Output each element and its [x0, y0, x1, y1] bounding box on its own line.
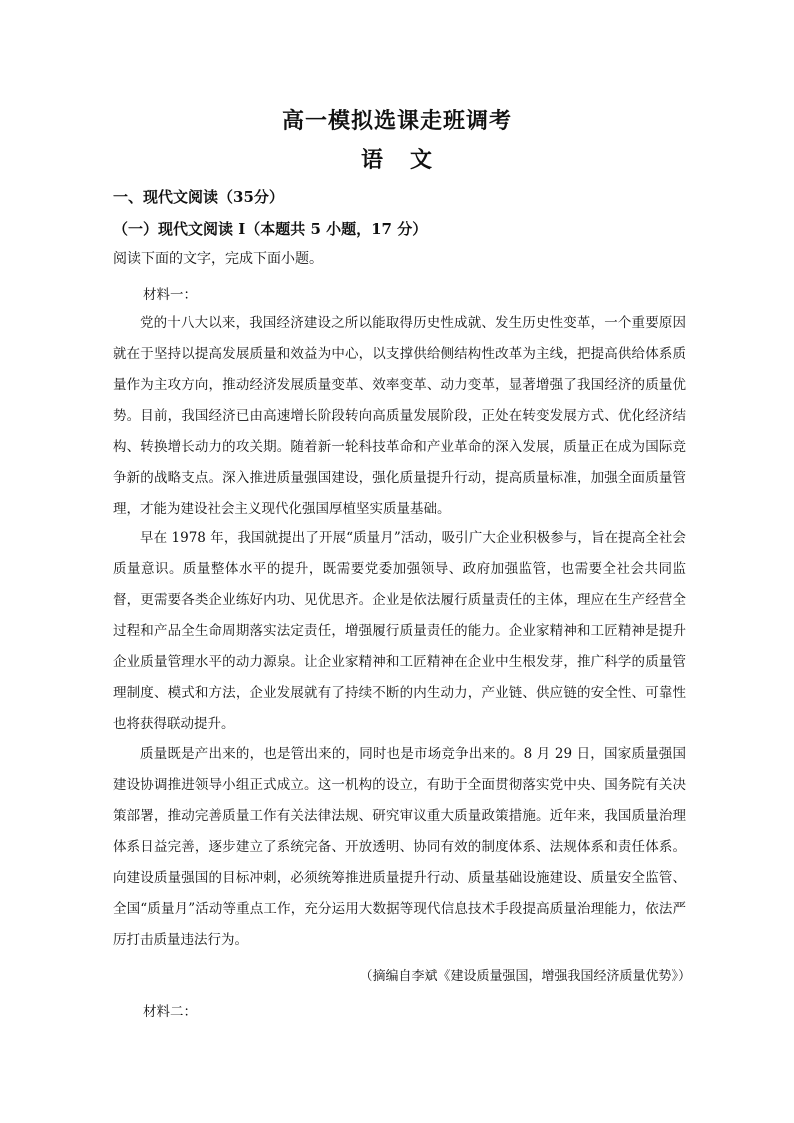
- material-2-label: 材料二：: [143, 1004, 197, 1020]
- material-1-label: 材料一：: [143, 287, 197, 303]
- section-heading: 一、现代文阅读（35分）: [113, 188, 284, 206]
- section-subheading: （一）现代文阅读 I（本题共 5 小题，17 分）: [113, 220, 428, 238]
- subject-title: [0, 143, 794, 174]
- material-1-paragraph-1: 党的十八大以来，我国经济建设之所以能取得历史性成就、发生历史性变革，一个重要原因就在于坚持以提高发展质量和效益为中心，以支撑供给侧结构性改革为主线，把提高供给体系质量作为主攻方向，推动经济发展质量变革、效率变革、动力变革，显著增强了我国经济的质量优势。目前，我国经济已由高速增长阶段转向高质量发展阶段，正处在转变发展方式、优化经济结构、转换增长动力的攻关期。随着新一轮科技革命和产业革命的深入发展，质量正在成为国际竞争新的战略支点。深入推进质量强国建设，强化质量提升行动，提高质量标准，加强全面质量管理，才能为建设社会主义现代化强国厚植坚实质量基础。: [113, 315, 686, 517]
- subject-char-2: 文: [410, 147, 434, 173]
- material-1-paragraph-2: 早在 1978 年，我国就提出了开展“质量月”活动，吸引广大企业积极参与，旨在提高全社会质量意识。质量整体水平的提升，既需要党委加强领导、政府加强监管，也需要全社会共同监督，更需要各类企业练好内功、见优思齐。企业是依法履行质量责任的主体，理应在生产经营全过程和产品全生命周期落实法定责任，增强履行质量责任的能力。企业家精神和工匠精神是提升企业质量管理水平的动力源泉。让企业家精神和工匠精神在企业中生根发芽，推广科学的质量管理制度、模式和方法，企业发展就有了持续不断的内生动力，产业链、供应链的安全性、可靠性也将获得联动提升。: [113, 530, 686, 732]
- subject-char-1: 语: [360, 147, 384, 173]
- exam-title: 高一模拟选课走班调考: [281, 108, 512, 134]
- material-1-source: （摘编自李斌《建设质量强国，增强我国经济质量优势》）: [359, 969, 691, 984]
- reading-instruction: 阅读下面的文字，完成下面小题。: [113, 251, 323, 267]
- material-1-paragraph-3: 质量既是产出来的，也是管出来的，同时也是市场竞争出来的。8 月 29 日，国家质量强国建设协调推进领导小组正式成立。这一机构的设立，有助于全面贯彻落实党中央、国务院有关决策部署，推动完善质量工作有关法律法规、研究审议重大质量政策措施。近年来，我国质量治理体系日益完善，逐步建立了系统完备、开放透明、协同有效的制度体系、法规体系和责任体系。向建设质量强国的目标冲刺，必须统筹推进质量提升行动、质量基础设施建设、质量安全监管、全国“质量月”活动等重点工作，充分运用大数据等现代信息技术手段提高质量治理能力，依法严厉打击质量违法行为。: [113, 746, 686, 948]
